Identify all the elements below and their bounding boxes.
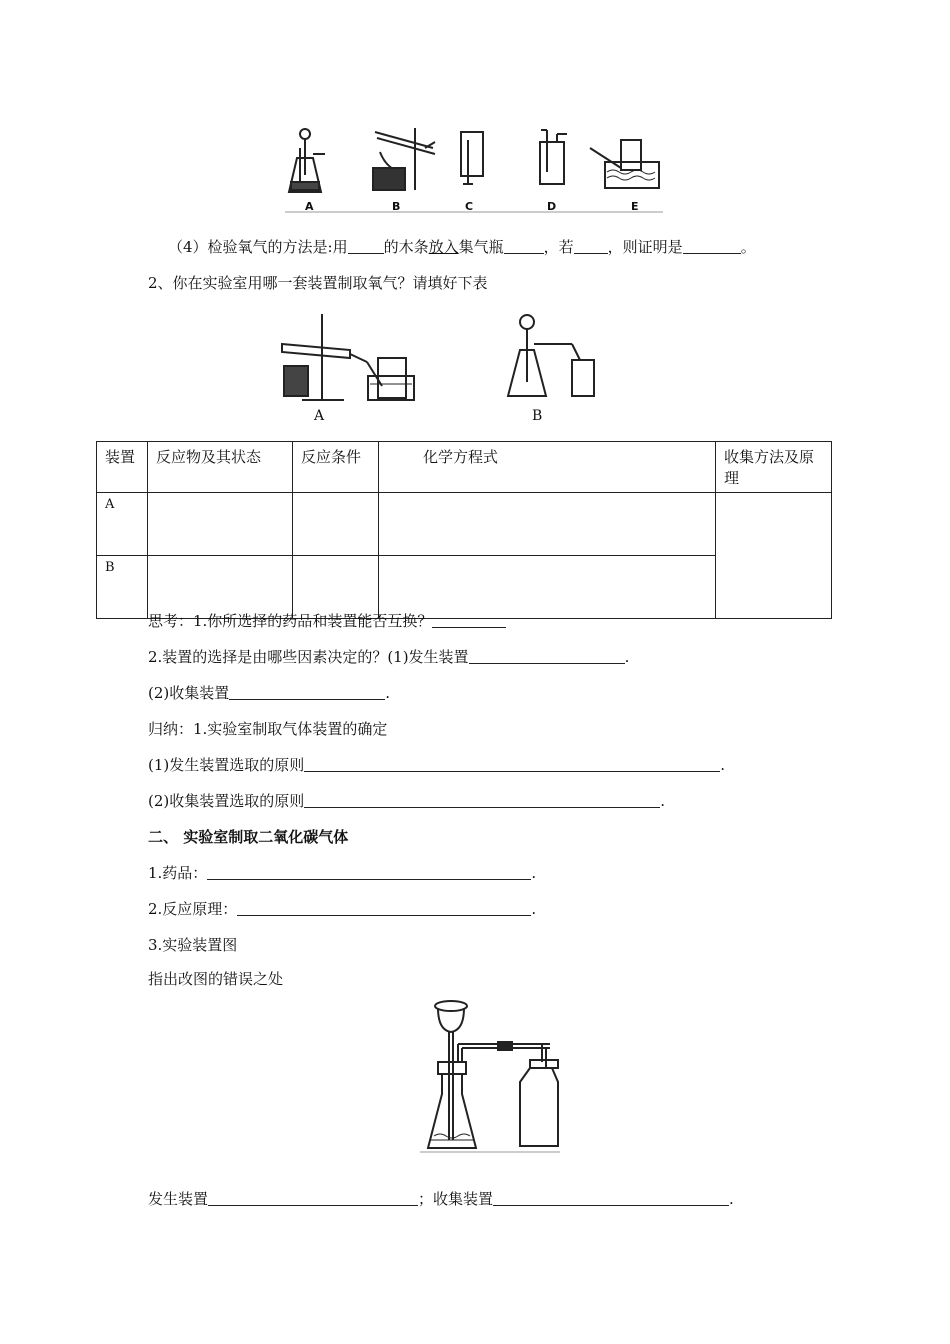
header-equation: 化学方程式: [379, 442, 716, 493]
header-reactants: 反应物及其状态: [148, 442, 293, 493]
figure2-label-a: A: [314, 408, 325, 424]
section-2-line-3: 3.实验装置图: [148, 936, 238, 954]
figure1-label-e: E: [631, 200, 639, 213]
apparatus-figure-1: [285, 120, 665, 220]
cell[interactable]: [148, 493, 293, 556]
blank[interactable]: [207, 865, 531, 880]
blank[interactable]: [574, 239, 608, 254]
blank[interactable]: [304, 757, 720, 772]
cell-collection-merged[interactable]: [716, 493, 832, 619]
section-2-line-1: 1.药品： .: [148, 864, 537, 882]
cell[interactable]: [293, 493, 379, 556]
blank[interactable]: [304, 793, 660, 808]
cell[interactable]: [379, 493, 716, 556]
think-line-1: 思考：1.你所选择的药品和装置能否互换？: [148, 610, 506, 631]
question-4: （4）检验氧气的方法是:用 的木条放入集气瓶 ，若 ，则证明是 。: [168, 238, 756, 256]
header-conditions: 反应条件: [293, 442, 379, 493]
row-label-b: B: [97, 556, 148, 619]
blank[interactable]: [229, 685, 385, 700]
apparatus-figure-2: [272, 310, 612, 410]
section-2-title: 二、 实验室制取二氧化碳气体: [148, 828, 349, 846]
blank[interactable]: [469, 649, 625, 664]
blank[interactable]: [504, 239, 544, 254]
blank[interactable]: [237, 901, 531, 916]
bottom-line: 发生装置 ；收集装置 .: [148, 1190, 734, 1208]
blank[interactable]: [348, 239, 384, 254]
summary-line-1: 归纳：1.实验室制取气体装置的确定: [148, 720, 388, 738]
figure1-label-a: A: [305, 200, 314, 213]
co2-apparatus-figure: [420, 998, 570, 1158]
section-2-line-2: 2.反应原理： .: [148, 900, 537, 918]
think-line-3: (2)收集装置 .: [148, 684, 391, 702]
question-2: 2、你在实验室用哪一套装置制取氧气？请填好下表: [148, 274, 488, 292]
figure1-label-d: D: [547, 200, 557, 213]
summary-line-2: (1)发生装置选取的原则 .: [148, 756, 726, 774]
blank[interactable]: [493, 1191, 729, 1206]
header-collection: 收集方法及原理: [716, 442, 832, 493]
blank[interactable]: [683, 239, 741, 254]
figure1-label-b: B: [392, 200, 401, 213]
figure2-label-b: B: [532, 408, 543, 424]
blank[interactable]: [208, 1191, 418, 1206]
think-line-2: 2.装置的选择是由哪些因素决定的？(1)发生装置 .: [148, 648, 630, 666]
summary-line-3: (2)收集装置选取的原则 .: [148, 792, 666, 810]
oxygen-table: [96, 441, 832, 619]
blank[interactable]: [432, 613, 506, 628]
section-2-line-4: 指出改图的错误之处: [148, 970, 284, 988]
header-apparatus: 装置: [97, 442, 148, 493]
figure1-label-c: C: [465, 200, 474, 213]
row-label-a: A: [97, 493, 148, 556]
